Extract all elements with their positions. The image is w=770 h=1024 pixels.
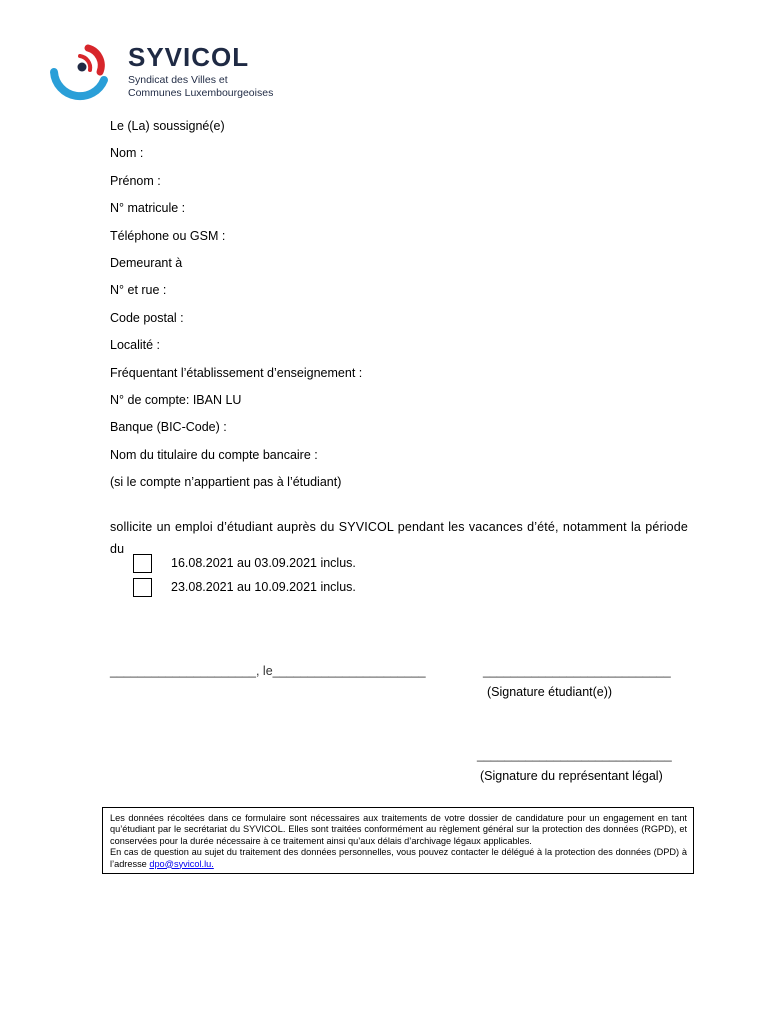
field-school: Fréquentant l’établissement d’enseignement : <box>110 365 363 380</box>
logo-title: SYVICOL <box>128 42 250 72</box>
logo-subtitle: Syndicat des Villes et Communes Luxembourgeoises <box>128 74 274 99</box>
period-1-label: 16.08.2021 au 03.09.2021 inclus. <box>171 556 356 570</box>
field-phone: Téléphone ou GSM : <box>110 228 226 243</box>
privacy-paragraph-2-text: En cas de question au sujet du traitement des données personnelles, vous pouvez contacter le délégué à la protection des données (DPD) à l’adresse <box>110 847 687 869</box>
student-signature-caption: (Signature étudiant(e)) <box>487 685 613 699</box>
field-bank-bic: Banque (BIC-Code) : <box>110 420 227 435</box>
field-street: N° et rue : <box>110 283 167 298</box>
syvicol-logo <box>46 42 276 102</box>
request-text: sollicite un emploi d’étudiant auprès du SYVICOL pendant les vacances d’été, notamment la période du <box>110 520 688 556</box>
field-iban: N° de compte: IBAN LU <box>110 392 242 407</box>
field-first-name: Prénom : <box>110 173 161 188</box>
legal-signature-caption: (Signature du représentant légal) <box>480 769 663 783</box>
period-1-checkbox[interactable] <box>133 554 152 573</box>
period-2-label: 23.08.2021 au 10.09.2021 inclus. <box>171 580 356 594</box>
field-name: Nom : <box>110 146 144 161</box>
privacy-paragraph-1: Les données récoltées dans ce formulaire sont nécessaires aux traitements de votre dossier de candidature pour un engagement en tant qu’étudiant par le secrétariat du SYVICOL. Elles sont traitées conformément au règlement général sur la protection des données (RGPD), et conservées pour la durée nécessaire à ce traitement ainsi qu’aux délais d’archivage légaux applicables. <box>110 813 687 846</box>
student-signature-line: ___________________________ <box>483 664 671 678</box>
privacy-paragraph-2 <box>110 847 687 870</box>
period-2-checkbox[interactable] <box>133 578 152 597</box>
field-undersigned: Le (La) soussigné(e) <box>110 119 225 133</box>
place-date-line: _____________________, le______________________ <box>110 664 426 678</box>
field-postal-code: Code postal : <box>110 310 184 325</box>
dpo-email-link[interactable]: dpo@syvicol.lu. <box>149 858 214 869</box>
syvicol-emblem-icon <box>46 42 126 102</box>
field-account-holder-note: (si le compte n’appartient pas à l’étudiant) <box>110 475 342 490</box>
field-account-holder: Nom du titulaire du compte bancaire : <box>110 447 318 462</box>
applicant-fields <box>110 118 710 501</box>
field-locality: Localité : <box>110 338 161 353</box>
legal-signature-line: ____________________________ <box>477 748 672 762</box>
field-residing: Demeurant à <box>110 255 183 270</box>
privacy-notice <box>102 807 694 874</box>
field-registration-number: N° matricule : <box>110 201 186 216</box>
